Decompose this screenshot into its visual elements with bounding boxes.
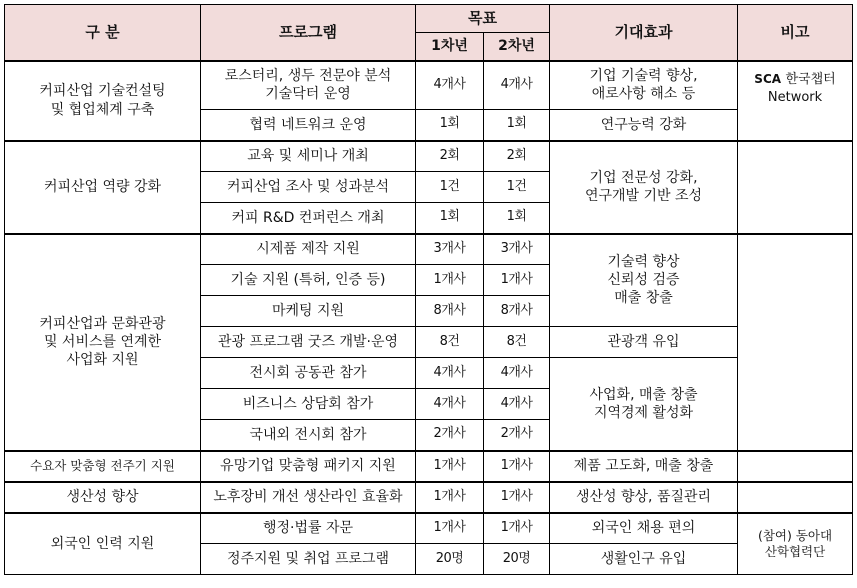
goal-year2: 1개사	[484, 482, 550, 513]
goal-year2: 1회	[484, 203, 550, 234]
goal-year2: 1개사	[484, 451, 550, 482]
note-cell	[738, 234, 853, 451]
header-year2: 2차년	[484, 33, 550, 61]
goal-year2: 1회	[484, 110, 550, 141]
note-cell	[738, 451, 853, 482]
goal-year2: 4개사	[484, 389, 550, 420]
effect-cell: 사업화, 매출 창출 지역경제 활성화	[550, 358, 738, 451]
goal-year1: 1회	[416, 110, 484, 141]
goal-year1: 20명	[416, 544, 484, 575]
program-table	[4, 4, 853, 575]
header-year1: 1차년	[416, 33, 484, 61]
category-cell: 생산성 향상	[5, 482, 201, 513]
program-cell: 로스터리, 생두 전문야 분석 기술닥터 운영	[201, 61, 416, 110]
goal-year1: 1개사	[416, 265, 484, 296]
goal-year1: 8개사	[416, 296, 484, 327]
goal-year2: 2개사	[484, 420, 550, 451]
header-note: 비고	[738, 5, 853, 61]
program-cell: 행정·법률 자문	[201, 513, 416, 544]
effect-cell: 기업 기술력 향상, 애로사항 해소 등	[550, 61, 738, 110]
goal-year2: 1개사	[484, 513, 550, 544]
goal-year1: 4개사	[416, 358, 484, 389]
program-cell: 협력 네트워크 운영	[201, 110, 416, 141]
effect-cell: 기업 전문성 강화, 연구개발 기반 조성	[550, 141, 738, 234]
goal-year1: 1개사	[416, 451, 484, 482]
goal-year2: 4개사	[484, 358, 550, 389]
note-cell	[738, 61, 853, 141]
program-cell: 교육 및 세미나 개최	[201, 141, 416, 172]
goal-year1: 2개사	[416, 420, 484, 451]
header-program: 프로그램	[201, 5, 416, 61]
effect-cell: 관광객 유입	[550, 327, 738, 358]
goal-year1: 4개사	[416, 61, 484, 110]
effect-cell: 연구능력 강화	[550, 110, 738, 141]
program-cell: 마케팅 지원	[201, 296, 416, 327]
effect-cell: 생산성 향상, 품질관리	[550, 482, 738, 513]
program-cell: 국내외 전시회 참가	[201, 420, 416, 451]
program-cell: 시제품 제작 지원	[201, 234, 416, 265]
goal-year1: 8건	[416, 327, 484, 358]
goal-year2: 1개사	[484, 265, 550, 296]
program-cell: 커피산업 조사 및 성과분석	[201, 172, 416, 203]
effect-cell: 생활인구 유입	[550, 544, 738, 575]
goal-year2: 20명	[484, 544, 550, 575]
goal-year1: 1건	[416, 172, 484, 203]
program-cell: 기술 지원 (특허, 인증 등)	[201, 265, 416, 296]
goal-year2: 8건	[484, 327, 550, 358]
note-cell: (참여) 동아대 산학협력단	[738, 513, 853, 575]
program-cell: 전시회 공동관 참가	[201, 358, 416, 389]
goal-year2: 3개사	[484, 234, 550, 265]
goal-year1: 4개사	[416, 389, 484, 420]
goal-year2: 4개사	[484, 61, 550, 110]
effect-cell: 기술력 향상 신뢰성 검증 매출 창출	[550, 234, 738, 327]
program-cell: 유망기업 맞춤형 패키지 지원	[201, 451, 416, 482]
header-effect: 기대효과	[550, 5, 738, 61]
goal-year2: 8개사	[484, 296, 550, 327]
header-goal: 목표	[416, 5, 550, 33]
program-cell: 정주지원 및 취업 프로그램	[201, 544, 416, 575]
program-cell: 커피 R&D 컨퍼런스 개최	[201, 203, 416, 234]
category-cell: 커피산업과 문화관광 및 서비스를 연계한 사업화 지원	[5, 234, 201, 451]
goal-year1: 1개사	[416, 513, 484, 544]
goal-year1: 1개사	[416, 482, 484, 513]
note-cell	[738, 482, 853, 513]
note-cell	[738, 141, 853, 234]
category-cell: 커피산업 역량 강화	[5, 141, 201, 234]
goal-year1: 3개사	[416, 234, 484, 265]
effect-cell: 제품 고도화, 매출 창출	[550, 451, 738, 482]
program-cell: 관광 프로그램 굿즈 개발·운영	[201, 327, 416, 358]
effect-cell: 외국인 채용 편의	[550, 513, 738, 544]
header-category: 구 분	[5, 5, 201, 61]
goal-year1: 2회	[416, 141, 484, 172]
category-cell: 수요자 맞춤형 전주기 지원	[5, 451, 201, 482]
sca-logo: SCA	[754, 71, 782, 86]
note-text: 한국챕터 Network	[767, 71, 836, 106]
program-cell: 노후장비 개선 생산라인 효율화	[201, 482, 416, 513]
category-cell: 외국인 인력 지원	[5, 513, 201, 575]
category-cell: 커피산업 기술컨설팅 및 협업체계 구축	[5, 61, 201, 141]
goal-year2: 1건	[484, 172, 550, 203]
goal-year1: 1회	[416, 203, 484, 234]
program-cell: 비즈니스 상담회 참가	[201, 389, 416, 420]
goal-year2: 2회	[484, 141, 550, 172]
